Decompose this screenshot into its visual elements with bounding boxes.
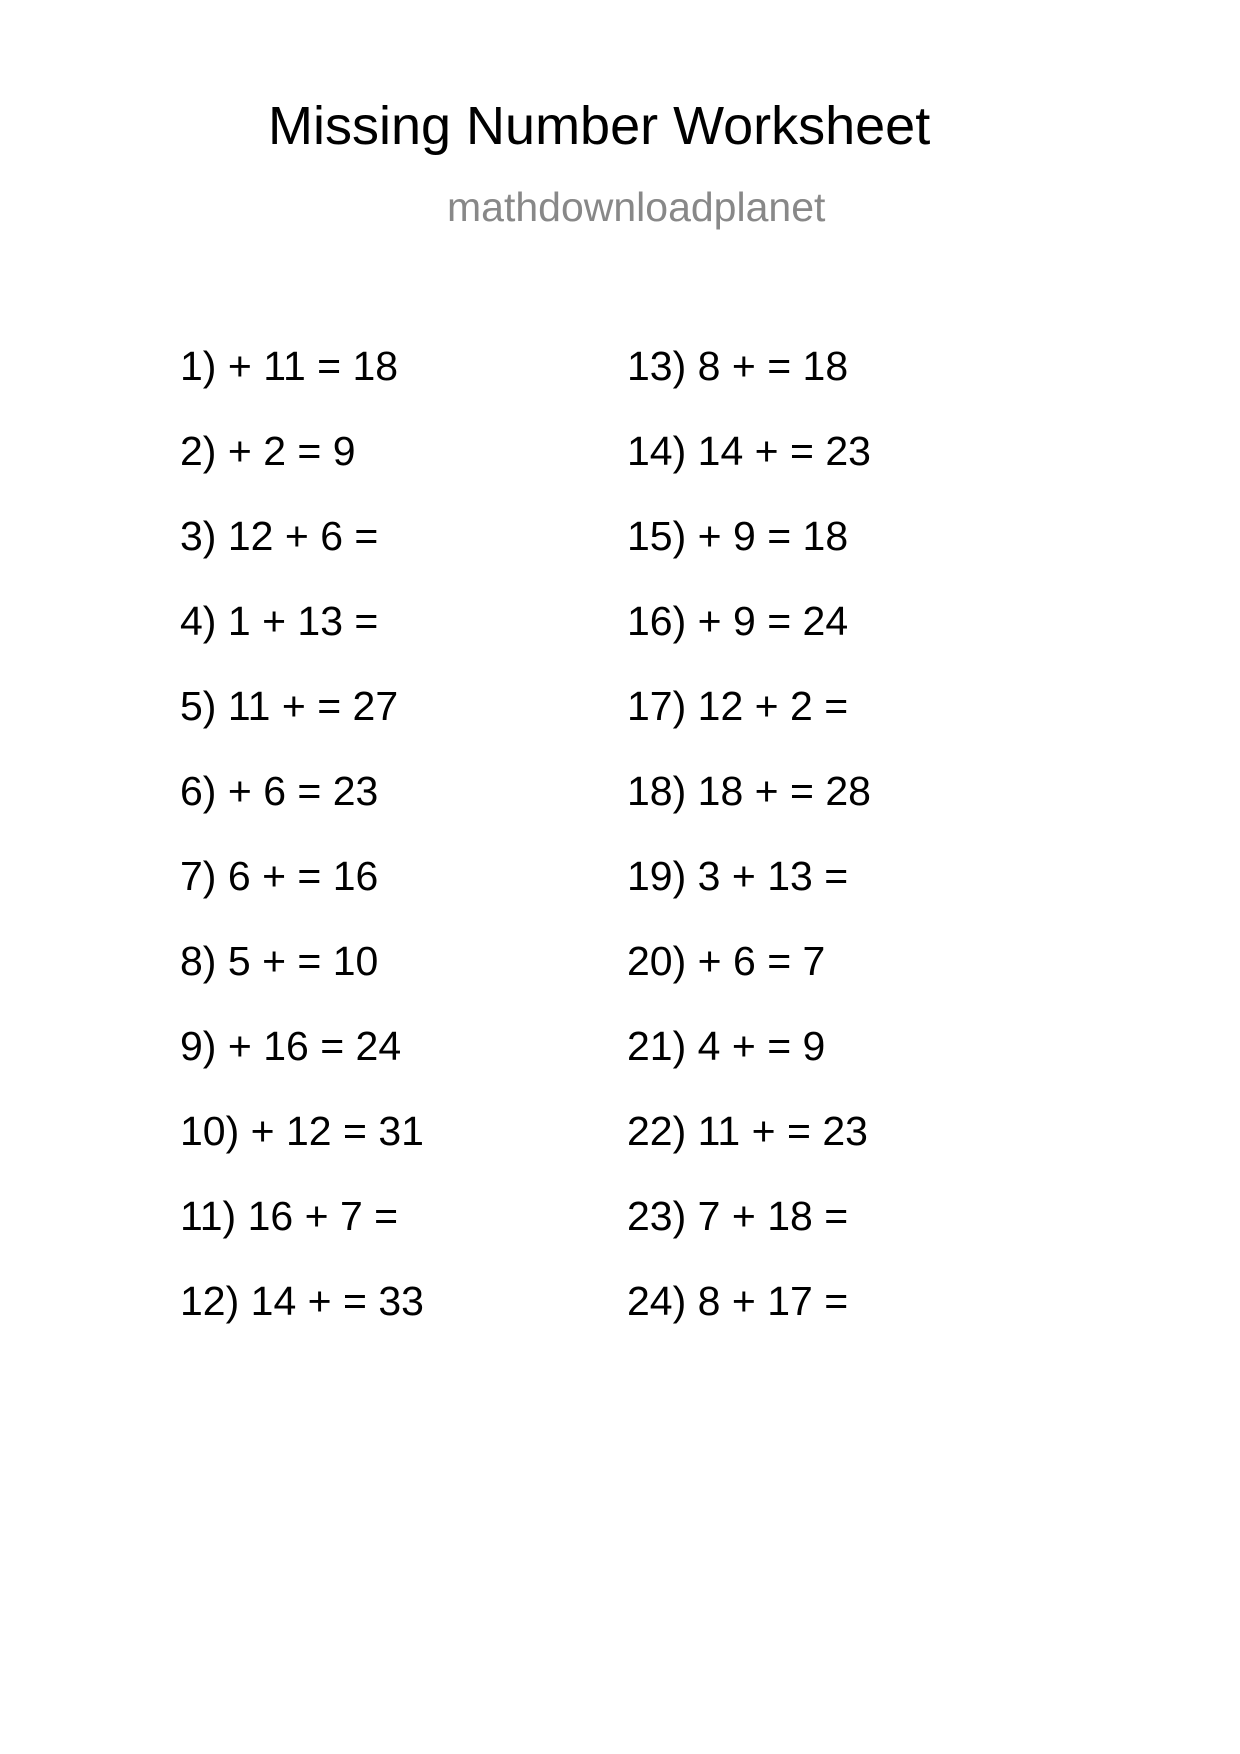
- problem-item: [180, 1108, 424, 1193]
- problem-expression-part: 14 +: [697, 428, 779, 474]
- problem-expression-part: + 2 = 9: [227, 428, 356, 474]
- problem-item: [627, 1193, 871, 1278]
- problem-number: 8): [180, 938, 217, 984]
- problem-number: 14): [627, 428, 687, 474]
- problem-item: [180, 1023, 424, 1108]
- problem-item: [180, 513, 424, 598]
- problem-item: [180, 853, 424, 938]
- problem-number: 24): [627, 1278, 687, 1324]
- problem-number: 2): [180, 428, 217, 474]
- problem-item: [180, 343, 424, 428]
- problem-number: 16): [627, 598, 687, 644]
- problem-item: [627, 343, 871, 428]
- problem-expression-part: = 33: [343, 1278, 424, 1324]
- problem-expression-part: + 12 = 31: [250, 1108, 424, 1154]
- problem-expression-part: 12 + 2 =: [697, 683, 849, 729]
- problem-expression-part: = 16: [297, 853, 379, 899]
- problem-number: 22): [627, 1108, 687, 1154]
- problem-expression-part: 8 +: [697, 343, 756, 389]
- problem-number: 18): [627, 768, 687, 814]
- problem-expression-part: + 16 = 24: [227, 1023, 402, 1069]
- problem-item: [627, 683, 871, 768]
- problem-number: 1): [180, 343, 217, 389]
- problem-expression-part: 5 +: [227, 938, 287, 984]
- problem-expression-part: = 10: [297, 938, 379, 984]
- problem-number: 12): [180, 1278, 240, 1324]
- problem-expression-part: + 11 = 18: [227, 343, 399, 389]
- problem-expression-part: = 9: [767, 1023, 826, 1069]
- problem-expression-part: = 27: [317, 683, 399, 729]
- problem-number: 5): [180, 683, 217, 729]
- problems-column-right: [627, 343, 871, 1363]
- problem-expression-part: = 23: [790, 428, 871, 474]
- problem-number: 13): [627, 343, 687, 389]
- problem-number: 9): [180, 1023, 217, 1069]
- problem-expression-part: 7 + 18 =: [697, 1193, 849, 1239]
- problem-item: [180, 683, 424, 768]
- problem-number: 17): [627, 683, 687, 729]
- problem-item: [180, 768, 424, 853]
- problem-expression-part: 11 +: [227, 683, 306, 729]
- problem-number: 10): [180, 1108, 240, 1154]
- problem-item: [180, 1193, 424, 1278]
- problem-expression-part: 18 +: [697, 768, 779, 814]
- problem-expression-part: 8 + 17 =: [697, 1278, 849, 1324]
- problem-item: [180, 428, 424, 513]
- problem-expression-part: 16 + 7 =: [247, 1193, 399, 1239]
- problem-expression-part: 1 + 13 =: [227, 598, 379, 644]
- problem-expression-part: + 6 = 23: [227, 768, 379, 814]
- problem-expression-part: + 6 = 7: [697, 938, 826, 984]
- problem-number: 15): [627, 513, 687, 559]
- problem-expression-part: 6 +: [227, 853, 287, 899]
- problem-expression-part: 12 + 6 =: [227, 513, 379, 559]
- problem-item: [627, 428, 871, 513]
- problem-number: 19): [627, 853, 687, 899]
- problems-column-left: [180, 343, 424, 1363]
- problem-expression-part: = 23: [786, 1108, 868, 1154]
- problem-item: [627, 1278, 871, 1363]
- problem-item: [627, 853, 871, 938]
- problem-expression-part: + 9 = 24: [697, 598, 849, 644]
- problem-number: 20): [627, 938, 687, 984]
- problem-item: [627, 1023, 871, 1108]
- problem-item: [180, 598, 424, 683]
- problem-item: [627, 1108, 871, 1193]
- problem-number: 7): [180, 853, 217, 899]
- problem-expression-part: + 9 = 18: [697, 513, 849, 559]
- worksheet-title: Missing Number Worksheet: [268, 96, 931, 156]
- problem-item: [180, 1278, 424, 1363]
- problem-expression-part: = 28: [790, 768, 871, 814]
- problem-number: 23): [627, 1193, 687, 1239]
- problem-item: [627, 598, 871, 683]
- problem-number: 3): [180, 513, 217, 559]
- problem-number: 6): [180, 768, 217, 814]
- worksheet-watermark: mathdownloadplanet: [447, 184, 826, 230]
- problem-expression-part: 4 +: [697, 1023, 756, 1069]
- problem-item: [627, 768, 871, 853]
- problem-expression-part: 3 + 13 =: [697, 853, 849, 899]
- problem-item: [627, 513, 871, 598]
- problem-number: 11): [180, 1193, 237, 1239]
- problem-number: 4): [180, 598, 217, 644]
- problem-expression-part: = 18: [767, 343, 849, 389]
- problem-item: [627, 938, 871, 1023]
- problem-expression-part: 14 +: [250, 1278, 332, 1324]
- problem-item: [180, 938, 424, 1023]
- problem-expression-part: 11 +: [697, 1108, 776, 1154]
- problem-number: 21): [627, 1023, 687, 1069]
